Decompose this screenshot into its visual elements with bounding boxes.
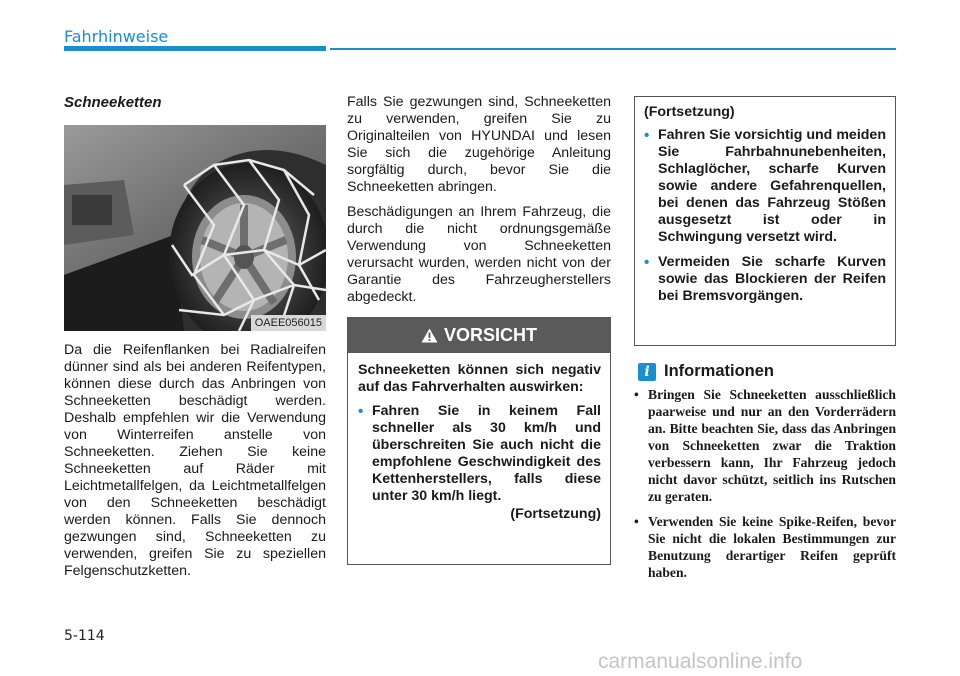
caution-intro: Schneeketten können sich negativ auf das Fahrverhalten auswirken:: [358, 362, 601, 395]
bullet-dot-icon: •: [634, 514, 639, 529]
caution-header: [348, 318, 610, 353]
bullet-dot-icon: •: [644, 127, 650, 144]
info-item: [634, 386, 896, 505]
caution-label: VORSICHT: [443, 325, 537, 345]
bullet-dot-icon: •: [358, 403, 364, 420]
info-list: [634, 386, 896, 581]
caution-bullet: [358, 403, 601, 505]
continuation-bullet: [644, 254, 886, 305]
snow-chain-wheel-illustration: [64, 125, 326, 331]
caution-box: [347, 317, 611, 565]
header-rule: [330, 48, 896, 50]
photo-reference-code: OAEE056015: [251, 315, 326, 331]
info-item-text: Bringen Sie Schneeketten ausschließlich paarweise und nur an den Vorderrädern an. Bitte beachten Sie, dass das Anbringen von Schneeketten zwar die Traktion verbessern kann, Ihr Fahrzeug jedoch nicht davor schützt, seitlich ins Rutschen zu geraten.: [648, 387, 896, 504]
caution-continuation-box: [634, 96, 896, 346]
column-left: [64, 94, 326, 580]
info-item: [634, 513, 896, 581]
continuation-bullet: [644, 127, 886, 246]
bullet-dot-icon: •: [644, 254, 650, 271]
column-middle: [347, 94, 611, 306]
info-icon: i: [638, 363, 656, 381]
continuation-bullet-text: Fahren Sie vorsichtig und meiden Sie Fahrbahnunebenheiten, Schlaglöcher, scharfe Kurven sowie andere Gefahrenquellen, bei denen das Fahrzeug Stößen ausgesetzt ist oder in Schwingung versetzt wird.: [658, 127, 886, 245]
caution-body: [348, 353, 610, 523]
paragraph-warranty: Beschädigungen an Ihrem Fahrzeug, die durch die nicht ordnungsgemäße Verwendung von Schneeketten verursacht wurden, werden nicht von der Garantie des Fahrzeugherstellers abgedeckt.: [347, 204, 611, 305]
section-header-title: Fahrhinweise: [64, 27, 169, 46]
caution-bullet-text: Fahren Sie in keinem Fall schneller als 30 km/h und überschreiten Sie auch nicht die empfohlene Geschwindigkeit des Kettenherstellers, falls diese unter 30 km/h liegt.: [372, 403, 601, 504]
paragraph-original-parts: Falls Sie gezwungen sind, Schneeketten zu verwenden, greifen Sie zu Originalteilen von HYUNDAI und lesen Sie sich die zugehörige Anleitung sorgfältig durch, bevor Sie die Schneeketten abringen.: [347, 94, 611, 195]
header-accent-bar: [64, 46, 326, 51]
page-number: 5-114: [64, 628, 105, 644]
bullet-dot-icon: •: [634, 387, 639, 402]
caution-continued: (Fortsetzung): [510, 506, 601, 522]
section-heading: Schneeketten: [64, 94, 162, 111]
continuation-label: (Fortsetzung): [644, 104, 735, 120]
info-item-text: Verwenden Sie keine Spike-Reifen, bevor Sie nicht die lokalen Bestimmungen zur Benutzung derartiger Reifen geprüft haben.: [648, 514, 896, 580]
info-header: [638, 362, 774, 381]
continuation-bullet-text: Vermeiden Sie scharfe Kurven sowie das Blockieren der Reifen bei Bremsvorgängen.: [658, 254, 886, 304]
snow-chain-photo: [64, 125, 326, 331]
info-title: Informationen: [664, 362, 774, 380]
watermark: carmanualsonline.info: [598, 650, 803, 673]
paragraph-radial-tires: Da die Reifenflanken bei Radialreifen dünner sind als bei anderen Reifentypen, können diese durch das Anbringen von Schneeketten beschädigt werden. Deshalb empfehlen wir die Verwendung von Winterreifen anstelle von Schneeketten. Ziehen Sie keine Schneeketten auf Räder mit Leichtmetallfelgen, da Leichtmetallfelgen von den Schneeketten beschädigt werden können. Falls Sie dennoch gezwungen sind, Schneeketten zu verwenden, greifen Sie zu speziellen Felgenschutzketten.: [64, 342, 326, 579]
warning-triangle-icon: [421, 328, 438, 343]
